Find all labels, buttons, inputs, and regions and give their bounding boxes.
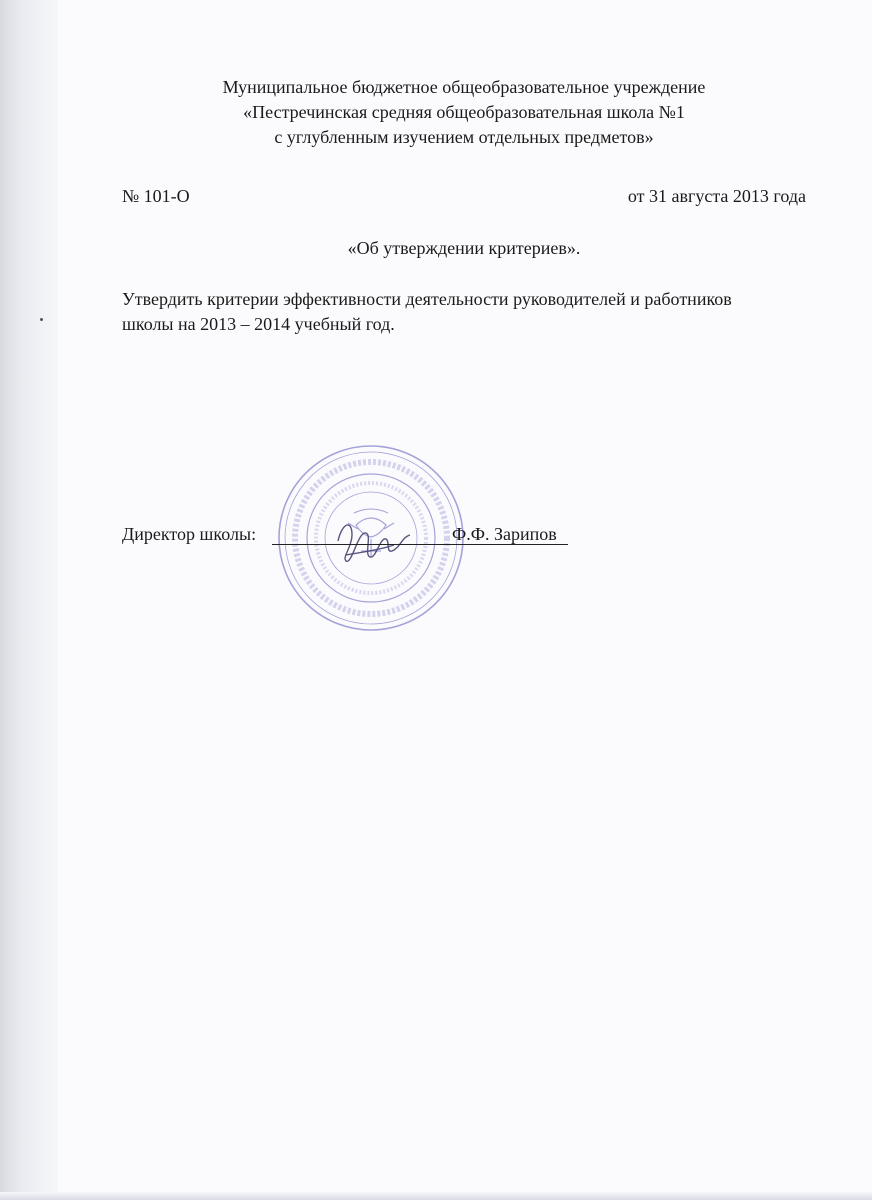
scan-speck: [40, 318, 43, 321]
header-line-2: «Пестречинская средняя общеобразовательная школа №1: [243, 102, 685, 122]
scan-edge-shadow: [0, 0, 58, 1200]
body-line-2: школы на 2013 – 2014 учебный год.: [122, 314, 395, 334]
signature-label: Директор школы:: [122, 524, 257, 544]
order-date: от 31 августа 2013 года: [627, 186, 806, 206]
order-info-row: [122, 184, 806, 208]
scan-bottom-shadow: [0, 1192, 872, 1200]
body-line-1: Утвердить критерии эффективности деятельности руководителей и работников: [122, 289, 732, 309]
signature-row: [122, 522, 622, 552]
header-line-3: с углубленным изучением отдельных предметов»: [274, 127, 654, 147]
header-line-1: Муниципальное бюджетное общеобразовательное учреждение: [222, 77, 706, 97]
order-body: [122, 287, 812, 337]
director-name: Ф.Ф. Зарипов: [452, 524, 557, 544]
institution-header: [122, 75, 806, 150]
order-number: № 101-О: [122, 186, 190, 206]
order-title: «Об утверждении критериев».: [347, 238, 581, 258]
